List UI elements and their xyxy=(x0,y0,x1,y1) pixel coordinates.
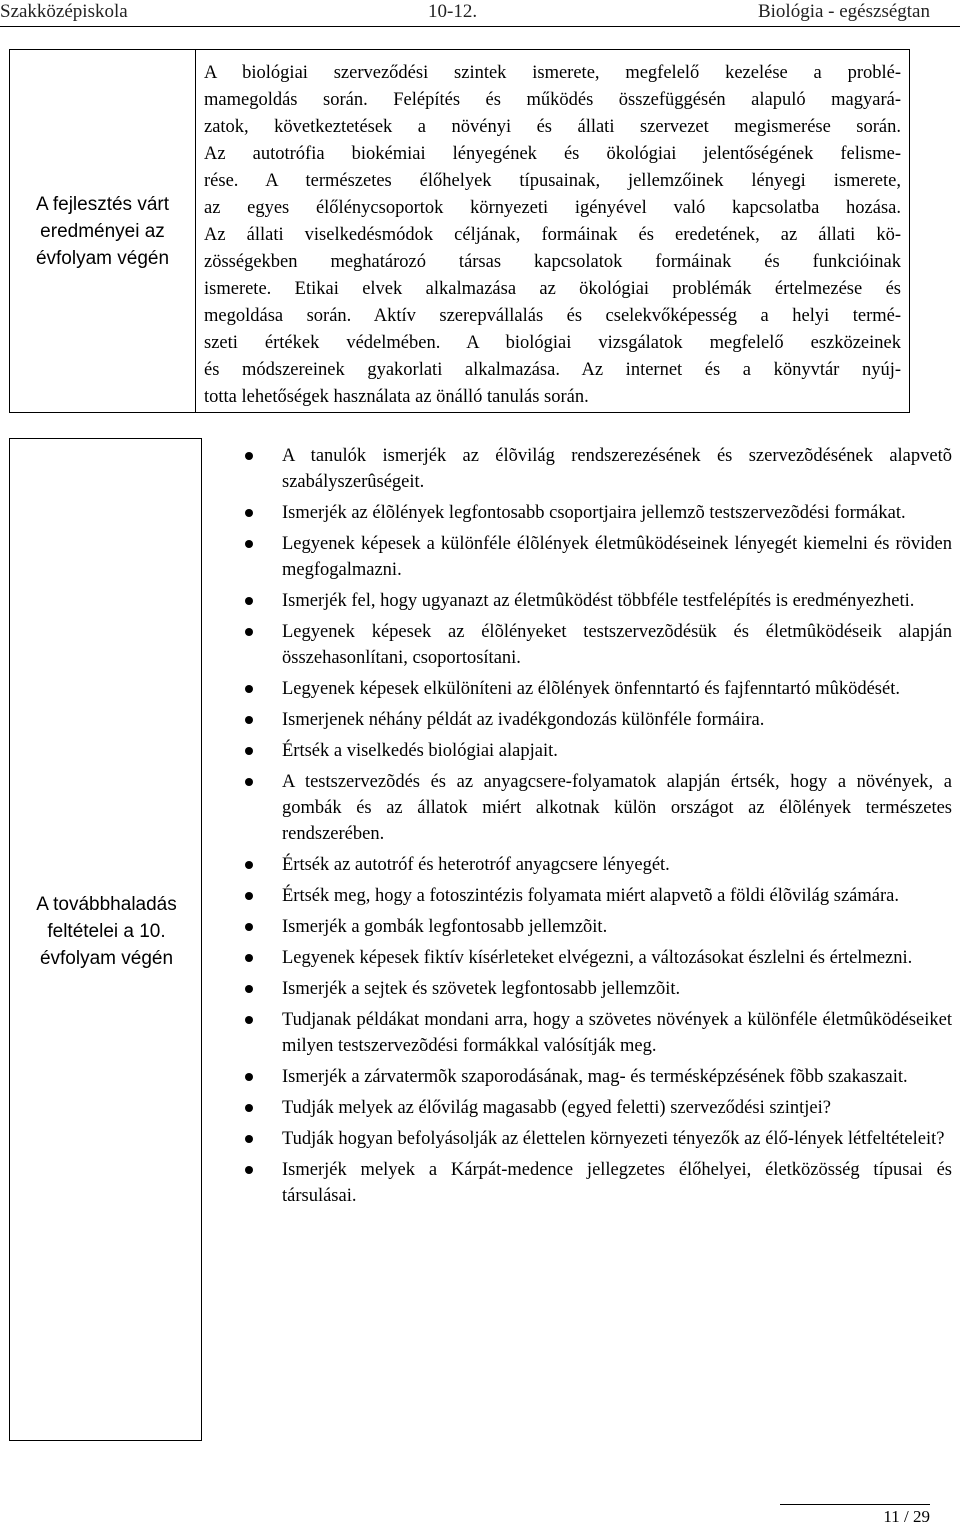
bullet-icon xyxy=(245,685,253,693)
bullet-icon xyxy=(245,1073,253,1081)
bullet-icon xyxy=(245,747,253,755)
list-item: Tudják melyek az élővilág magasabb (egyed feletti) szerveződési szintjei? xyxy=(236,1095,952,1121)
list-item: Tudják hogyan befolyásolják az élettelen környezeti tényezők az élő-lények létfeltételeit? xyxy=(236,1126,952,1152)
text-line: és módszereinek gyakorlati alkalmazása. Az internet és a könyvtár nyúj- xyxy=(204,360,901,380)
list-item: Értsék a viselkedés biológiai alapjait. xyxy=(236,738,952,764)
list-item: Ismerjék a sejtek és szövetek legfontosabb jellemzõit. xyxy=(236,976,952,1002)
expected-results-label-line: eredményei az xyxy=(40,220,165,242)
page-header xyxy=(0,0,960,27)
bullet-icon xyxy=(245,861,253,869)
bullet-icon xyxy=(245,1166,253,1174)
bullet-icon xyxy=(245,716,253,724)
list-item: Értsék az autotróf és heterotróf anyagcsere lényegét. xyxy=(236,852,952,878)
progression-label-line: feltételei a 10. xyxy=(47,921,166,942)
list-item: Ismerjék az élõlények legfontosabb csoportjaira jellemzõ testszervezõdési formákat. xyxy=(236,500,952,526)
list-item: Tudjanak példákat mondani arra, hogy a szövetes növények a különféle életmûködéseiket milyen testszervezõdési formákkal valósítják meg. xyxy=(236,1007,952,1059)
expected-results-label-line: évfolyam végén xyxy=(35,247,170,269)
expected-results-label xyxy=(10,50,196,412)
header-subject: Biológia - egészségtan xyxy=(757,1,930,22)
bullet-icon xyxy=(245,985,253,993)
bullet-icon xyxy=(245,597,253,605)
list-item: Legyenek képesek fiktív kísérleteket elvégezni, a változásokat észlelni és értelmezni. xyxy=(236,945,952,971)
text-line: szeti értékek védelmében. A biológiai vizsgálatok megfelelő eszközeinek xyxy=(204,333,901,353)
expected-results-text xyxy=(196,50,909,412)
bullet-icon xyxy=(245,923,253,931)
expected-results-label-line: A fejlesztés várt xyxy=(35,193,170,215)
text-line: Az állati viselkedésmódok céljának, formáinak és eredetének, az állati kö- xyxy=(204,225,901,245)
text-line: zösségekben meghatározó társas kapcsolatok formáinak és funkcióinak xyxy=(204,252,901,272)
bullet-icon xyxy=(245,778,253,786)
list-item: A tanulók ismerjék az élõvilág rendszerezésének és szervezõdésének alapvetõ szabályszerûségeit. xyxy=(236,443,952,495)
text-line: totta lehetőségek használata az önálló tanulás során. xyxy=(204,387,589,407)
footer-divider xyxy=(780,1504,930,1505)
bullet-icon xyxy=(245,1016,253,1024)
bullet-icon xyxy=(245,452,253,460)
list-item: Legyenek képesek elkülöníteni az élõlények önfenntartó és fajfenntartó mûködését. xyxy=(236,676,952,702)
text-line: az egyes élőlénycsoportok környezeti igényével való kapcsolatba hozása. xyxy=(204,198,901,218)
bullet-icon xyxy=(245,628,253,636)
text-line: megoldása során. Aktív szerepvállalás és cselekvőképesség a helyi termé- xyxy=(204,306,901,326)
bullet-icon xyxy=(245,892,253,900)
progression-conditions-label-box xyxy=(9,438,202,1441)
progression-label-line: A továbbhaladás xyxy=(36,894,177,915)
progression-conditions-label xyxy=(10,891,203,972)
header-school-type: Szakközépiskola xyxy=(0,1,128,22)
text-line: ismerete. Etikai elvek alkalmazása az ökológiai problémák értelmezése és xyxy=(204,279,901,299)
list-item: A testszervezõdés és az anyagcsere-folyamatok alapján értsék, hogy a növények, a gombák és az állatok miért alkotnak külön országot az élõlények természetes rendszerében. xyxy=(236,769,952,847)
bullet-icon xyxy=(245,1104,253,1112)
progression-conditions-list xyxy=(236,443,952,1214)
list-item: Ismerjék a zárvatermõk szaporodásának, mag- és termésképzésének fõbb szakaszait. xyxy=(236,1064,952,1090)
bullet-icon xyxy=(245,540,253,548)
text-line: zatok, következtetések a növényi és állati szervezet megismerése során. xyxy=(204,117,901,137)
list-item: Legyenek képesek a különféle élõlények életmûködéseinek lényegét kiemelni és röviden megfogalmazni. xyxy=(236,531,952,583)
page-number: 11 / 29 xyxy=(883,1507,930,1526)
progression-label-line: évfolyam végén xyxy=(39,948,174,969)
text-line: Az autotrófia biokémiai lényegének és ökológiai jelentőségének felisme- xyxy=(204,144,901,164)
list-item: Ismerjék a gombák legfontosabb jellemzõit. xyxy=(236,914,952,940)
expected-results-table xyxy=(9,49,910,413)
bullet-icon xyxy=(245,1135,253,1143)
list-item: Ismerjenek néhány példát az ivadékgondozás különféle formáira. xyxy=(236,707,952,733)
bullet-icon xyxy=(245,954,253,962)
text-line: rése. A természetes élőhelyek típusainak, jellemzőinek lényegi ismerete, xyxy=(204,171,901,191)
text-line: mamegoldás során. Felépítés és működés összefüggésén alapuló magyará- xyxy=(204,90,901,110)
text-line: A biológiai szerveződési szintek ismerete, megfelelő kezelése a problé- xyxy=(204,63,901,83)
list-item: Legyenek képesek az élõlényeket testszervezõdésük és életmûködéseik alapján összehasonlítani, csoportosítani. xyxy=(236,619,952,671)
list-item: Ismerjék fel, hogy ugyanazt az életmûködést többféle testfelépítés is eredményezheti. xyxy=(236,588,952,614)
header-grades: 10-12. xyxy=(428,1,478,22)
list-item: Értsék meg, hogy a fotoszintézis folyamata miért alapvetõ a földi élõvilág számára. xyxy=(236,883,952,909)
list-item: Ismerjék melyek a Kárpát-medence jellegzetes élőhelyei, életközösség típusai és társulásai. xyxy=(236,1157,952,1209)
bullet-icon xyxy=(245,509,253,517)
